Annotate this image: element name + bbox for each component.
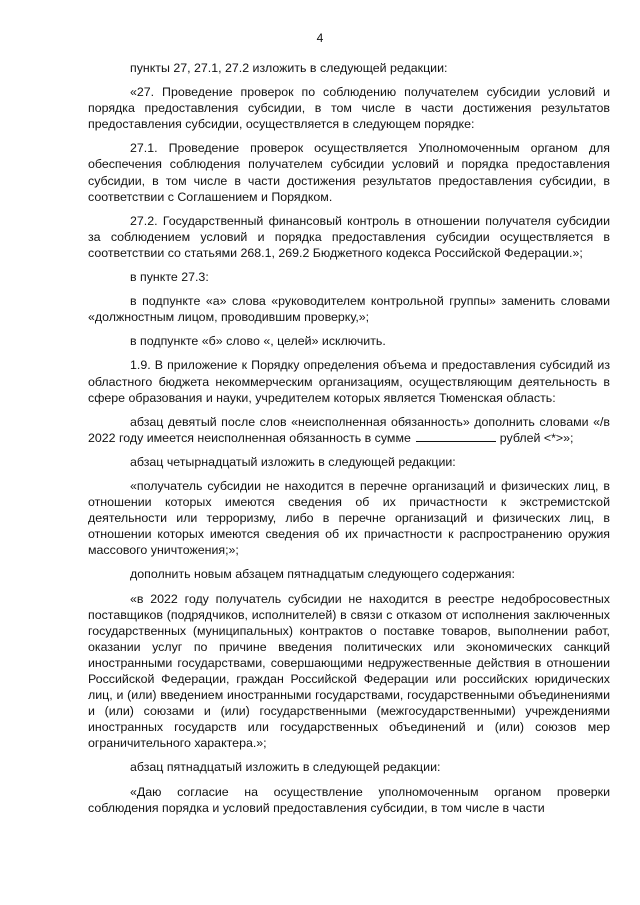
- paragraph-intro: пункты 27, 27.1, 27.2 изложить в следующей редакции:: [130, 61, 448, 75]
- paragraph-subitem-a: в подпункте «а» слова «руководителем контрольной группы» заменить словами «должностным лицом, проводившим проверку,»;: [88, 294, 610, 325]
- paragraph-item-27: «27. Проведение проверок по соблюдению получателем субсидии условий и порядка предоставления субсидии, в том числе в части достижения результатов предоставления субсидии, осуществляется в следующем порядке:: [88, 85, 610, 132]
- paragraph-subitem-b: в подпункте «б» слово «, целей» исключить.: [130, 334, 386, 349]
- amount-blank-line: [416, 430, 496, 442]
- paragraph-fifteenth-new-text: «в 2022 году получатель субсидии не находится в реестре недобросовестных поставщиков (подрядчиков, исполнителей) в связи с отказом от исполнения заключенных государственных (муниципальных) контрактов о поставке товаров, выполнении работ, оказании услуг по причине введения политических или экономических санкций иностранными государствами, совершающими недружественные действия в отношении Российской Федерации, граждан Российской Федерации или российских юридических лиц, и (или) введением иностранными государствами, государственными объединениями и (или) союзами и (или) государственными (межгосударственными) учреждениями иностранных государств или государственных объединений и (или) союзов мер ограничительного характера.»;: [88, 591, 610, 751]
- paragraph-fourteenth-text: «получатель субсидии не находится в перечне организаций и физических лиц, в отношении которых имеются сведения об их причастности к экстремистской деятельности или терроризму, либо в перечне организаций и физических лиц, в отношении которых имеются сведения об их причастности к распространению оружия массового уничтожения;»;: [88, 478, 610, 558]
- paragraph-ninth-text: абзац девятый после слов «неисполненная обязанность» дополнить словами «/в 2022 году имеется неисполненная обязанность в сумме: [88, 414, 610, 445]
- document-body: [88, 60, 610, 824]
- paragraph-fifteenth-new-heading: дополнить новым абзацем пятнадцатым следующего содержания:: [130, 567, 515, 582]
- paragraph-consent-text: «Даю согласие на осуществление уполномоченным органом проверки соблюдения порядка и условий предоставления субсидии, в том числе в части: [88, 784, 610, 815]
- paragraph-item-1-9: 1.9. В приложение к Порядку определения объема и предоставления субсидий из областного бюджета некоммерческим организациям, осуществляющим деятельность в сфере образования и науки, учредителем которых является Тюменская область:: [88, 358, 610, 405]
- paragraph-ninth-addition: [88, 414, 610, 446]
- paragraph-ninth-tail: рублей <*>»;: [499, 430, 574, 445]
- paragraph-item-27-3: в пункте 27.3:: [130, 270, 209, 285]
- paragraph-item-27-1: 27.1. Проведение проверок осуществляется Уполномоченным органом для обеспечения соблюдения получателем субсидии условий и порядка предоставления субсидии, в том числе в части достижения результатов предоставления субсидии, в соответствии с Соглашением и Порядком.: [88, 141, 610, 204]
- page-number: 4: [316, 31, 324, 45]
- paragraph-item-27-2: 27.2. Государственный финансовый контроль в отношении получателя субсидии за соблюдением условий и порядка предоставления субсидии осуществляется в соответствии со статьями 268.1, 269.2 Бюджетного кодекса Российской Федерации.»;: [88, 213, 610, 260]
- paragraph-fourteenth-heading: абзац четырнадцатый изложить в следующей редакции:: [130, 454, 456, 469]
- paragraph-fifteenth-heading: абзац пятнадцатый изложить в следующей редакции:: [130, 760, 441, 775]
